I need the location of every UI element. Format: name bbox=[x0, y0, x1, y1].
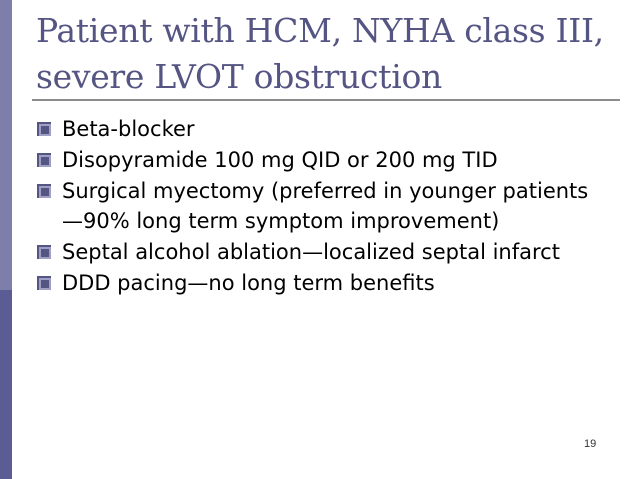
bullet-item-septal-alcohol-ablation bbox=[36, 237, 606, 267]
bullet-item-ddd-pacing bbox=[36, 268, 606, 298]
bullet-list bbox=[36, 114, 606, 299]
bullet-item-surgical-myectomy bbox=[36, 176, 606, 236]
square-bullet-icon bbox=[36, 114, 52, 144]
bullet-text: Beta-blocker bbox=[62, 117, 195, 141]
bullet-text: Septal alcohol ablation—localized septal infarct bbox=[62, 240, 560, 264]
bullet-text: Disopyramide 100 mg QID or 200 mg TID bbox=[62, 148, 498, 172]
square-bullet-icon bbox=[36, 176, 52, 206]
accent-bar-top bbox=[0, 0, 12, 290]
accent-bar-bottom bbox=[0, 290, 12, 479]
bullet-item-beta-blocker bbox=[36, 114, 606, 144]
slide-title bbox=[36, 8, 626, 100]
slide-title-line-1: Patient with HCM, NYHA class III, bbox=[36, 11, 604, 50]
bullet-text: DDD pacing—no long term benefits bbox=[62, 271, 435, 295]
square-bullet-icon bbox=[36, 268, 52, 298]
bullet-text: Surgical myectomy (preferred in younger patients—90% long term symptom improvement) bbox=[62, 179, 589, 233]
square-bullet-icon bbox=[36, 145, 52, 175]
page-number: 19 bbox=[584, 438, 597, 450]
title-divider bbox=[32, 99, 620, 101]
square-bullet-icon bbox=[36, 237, 52, 267]
bullet-item-disopyramide bbox=[36, 145, 606, 175]
slide-title-line-2: severe LVOT obstruction bbox=[36, 57, 442, 96]
